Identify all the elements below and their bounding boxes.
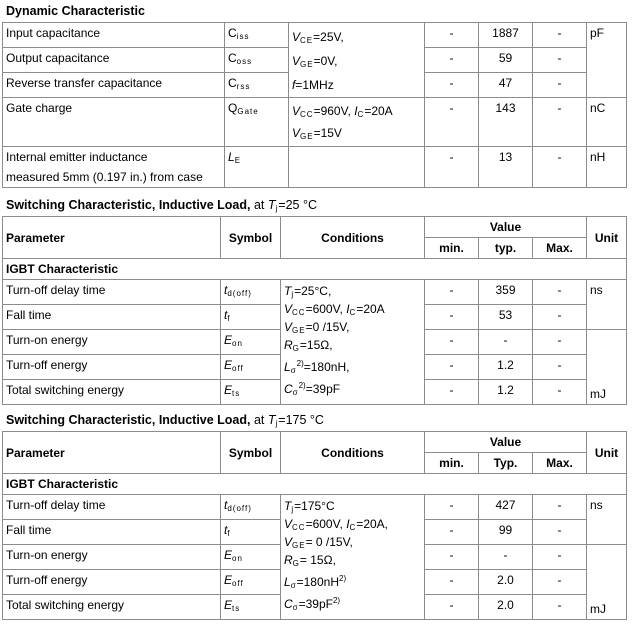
unit-cell: nC bbox=[587, 98, 627, 147]
max-cell: - bbox=[533, 48, 587, 73]
header-symbol: Symbol bbox=[221, 432, 281, 474]
table-row bbox=[3, 23, 627, 48]
header-value: Value bbox=[425, 432, 587, 453]
conditions-cell bbox=[289, 147, 425, 188]
typ-cell: 53 bbox=[479, 305, 533, 330]
typ-cell: 359 bbox=[479, 280, 533, 305]
typ-cell: 13 bbox=[479, 147, 533, 188]
max-cell: - bbox=[533, 73, 587, 98]
min-cell: - bbox=[425, 520, 479, 545]
param-cell: Turn-off delay time bbox=[3, 495, 221, 520]
typ-cell: 143 bbox=[479, 98, 533, 147]
min-cell: - bbox=[425, 495, 479, 520]
max-cell: - bbox=[533, 595, 587, 620]
max-cell: - bbox=[533, 98, 587, 147]
symbol-cell: $C_{iss}$ bbox=[225, 23, 289, 48]
min-cell: - bbox=[425, 73, 479, 98]
typ-cell: - bbox=[479, 545, 533, 570]
symbol-cell: $C_{rss}$ bbox=[225, 73, 289, 98]
min-cell: - bbox=[425, 147, 479, 188]
min-cell: - bbox=[425, 595, 479, 620]
min-cell: - bbox=[425, 305, 479, 330]
unit-cell: mJ bbox=[587, 330, 627, 405]
symbol-cell: $t_{d(off)}$ bbox=[221, 280, 281, 305]
param-cell: Turn-on energy bbox=[3, 545, 221, 570]
unit-cell: pF bbox=[587, 23, 627, 98]
unit-cell: ns bbox=[587, 495, 627, 545]
sw25-table bbox=[2, 216, 627, 405]
sw25-title: Switching Characteristic, Inductive Load, at $T_j=25$ °C bbox=[6, 198, 317, 213]
header-max: Max. bbox=[533, 238, 587, 259]
max-cell: - bbox=[533, 380, 587, 405]
param-cell: Reverse transfer capacitance bbox=[3, 73, 225, 98]
param-cell: Turn-on energy bbox=[3, 330, 221, 355]
conditions-cell: $V_{CC}=960V$, $I_C=20A$ $V_{GE}=15V$ bbox=[289, 98, 425, 147]
table-row bbox=[3, 495, 627, 520]
sw175-table bbox=[2, 431, 627, 620]
header-parameter: Parameter bbox=[3, 432, 221, 474]
header-parameter: Parameter bbox=[3, 217, 221, 259]
conditions-cell: $T_j=25^\circ C$, $V_{CC}=600V$, $I_C=20A$ $V_{GE}=0$ /15V, $R_G=15\Omega$, $L_\sigma^{2)}=180nH$, $C_\sigma^{2)}=39pF$ bbox=[281, 280, 425, 405]
param-cell: Gate charge bbox=[3, 98, 225, 147]
symbol-cell: $E_{off}$ bbox=[221, 355, 281, 380]
min-cell: - bbox=[425, 330, 479, 355]
sw175-title: Switching Characteristic, Inductive Load, at $T_j=175$ °C bbox=[6, 413, 324, 428]
param-cell: Output capacitance bbox=[3, 48, 225, 73]
min-cell: - bbox=[425, 98, 479, 147]
section-row bbox=[3, 474, 627, 495]
typ-cell: 1887 bbox=[479, 23, 533, 48]
symbol-cell: $L_E$ bbox=[225, 147, 289, 188]
typ-cell: 2.0 bbox=[479, 570, 533, 595]
min-cell: - bbox=[425, 355, 479, 380]
header-typ: Typ. bbox=[479, 453, 533, 474]
unit-cell: mJ bbox=[587, 545, 627, 620]
header-unit: Unit bbox=[587, 217, 627, 259]
symbol-cell: $E_{ts}$ bbox=[221, 380, 281, 405]
max-cell: - bbox=[533, 570, 587, 595]
param-cell: Total switching energy bbox=[3, 380, 221, 405]
param-cell: Input capacitance bbox=[3, 23, 225, 48]
unit-cell: nH bbox=[587, 147, 627, 188]
symbol-cell: $E_{on}$ bbox=[221, 545, 281, 570]
typ-cell: 59 bbox=[479, 48, 533, 73]
symbol-cell: $C_{oss}$ bbox=[225, 48, 289, 73]
igbt-heading: IGBT Characteristic bbox=[3, 474, 627, 495]
typ-cell: 1.2 bbox=[479, 380, 533, 405]
symbol-cell: $t_{d(off)}$ bbox=[221, 495, 281, 520]
param-cell: Turn-off delay time bbox=[3, 280, 221, 305]
header-conditions: Conditions bbox=[281, 432, 425, 474]
max-cell: - bbox=[533, 147, 587, 188]
header-conditions: Conditions bbox=[281, 217, 425, 259]
header-max: Max. bbox=[533, 453, 587, 474]
symbol-cell: $E_{off}$ bbox=[221, 570, 281, 595]
symbol-cell: $Q_{Gate}$ bbox=[225, 98, 289, 147]
max-cell: - bbox=[533, 305, 587, 330]
param-cell: Turn-off energy bbox=[3, 355, 221, 380]
conditions-cell: $V_{CE}=25V$, $V_{GE}=0V$, f=1MHz bbox=[289, 23, 425, 98]
header-min: min. bbox=[425, 238, 479, 259]
header-row bbox=[3, 217, 627, 238]
max-cell: - bbox=[533, 330, 587, 355]
igbt-heading: IGBT Characteristic bbox=[3, 259, 627, 280]
dynamic-table bbox=[2, 22, 627, 188]
param-cell: Fall time bbox=[3, 520, 221, 545]
symbol-cell: $t_f$ bbox=[221, 520, 281, 545]
table-row bbox=[3, 98, 627, 147]
max-cell: - bbox=[533, 280, 587, 305]
min-cell: - bbox=[425, 380, 479, 405]
table-row bbox=[3, 280, 627, 305]
min-cell: - bbox=[425, 545, 479, 570]
param-cell: Internal emitter inductance measured 5mm (0.197 in.) from case bbox=[3, 147, 225, 188]
typ-cell: - bbox=[479, 330, 533, 355]
header-symbol: Symbol bbox=[221, 217, 281, 259]
param-cell: Total switching energy bbox=[3, 595, 221, 620]
typ-cell: 2.0 bbox=[479, 595, 533, 620]
header-value: Value bbox=[425, 217, 587, 238]
header-row bbox=[3, 432, 627, 453]
max-cell: - bbox=[533, 520, 587, 545]
min-cell: - bbox=[425, 48, 479, 73]
symbol-cell: $E_{on}$ bbox=[221, 330, 281, 355]
min-cell: - bbox=[425, 280, 479, 305]
max-cell: - bbox=[533, 23, 587, 48]
max-cell: - bbox=[533, 495, 587, 520]
param-cell: Fall time bbox=[3, 305, 221, 330]
param-cell: Turn-off energy bbox=[3, 570, 221, 595]
typ-cell: 427 bbox=[479, 495, 533, 520]
unit-cell: ns bbox=[587, 280, 627, 330]
header-min: min. bbox=[425, 453, 479, 474]
header-typ: typ. bbox=[479, 238, 533, 259]
symbol-cell: $E_{ts}$ bbox=[221, 595, 281, 620]
dynamic-title: Dynamic Characteristic bbox=[6, 4, 145, 18]
typ-cell: 1.2 bbox=[479, 355, 533, 380]
section-row bbox=[3, 259, 627, 280]
header-unit: Unit bbox=[587, 432, 627, 474]
table-row bbox=[3, 147, 627, 188]
min-cell: - bbox=[425, 570, 479, 595]
max-cell: - bbox=[533, 355, 587, 380]
symbol-cell: $t_f$ bbox=[221, 305, 281, 330]
typ-cell: 99 bbox=[479, 520, 533, 545]
conditions-cell: $T_j=175^\circ C$ $V_{CC}=600V$, $I_C=20A$, $V_{GE}= 0$ /15V, $R_G= 15\Omega$, $L_\sigma=180nH^{2)}$ $C_\sigma=39pF^{2)}$ bbox=[281, 495, 425, 620]
max-cell: - bbox=[533, 545, 587, 570]
min-cell: - bbox=[425, 23, 479, 48]
typ-cell: 47 bbox=[479, 73, 533, 98]
